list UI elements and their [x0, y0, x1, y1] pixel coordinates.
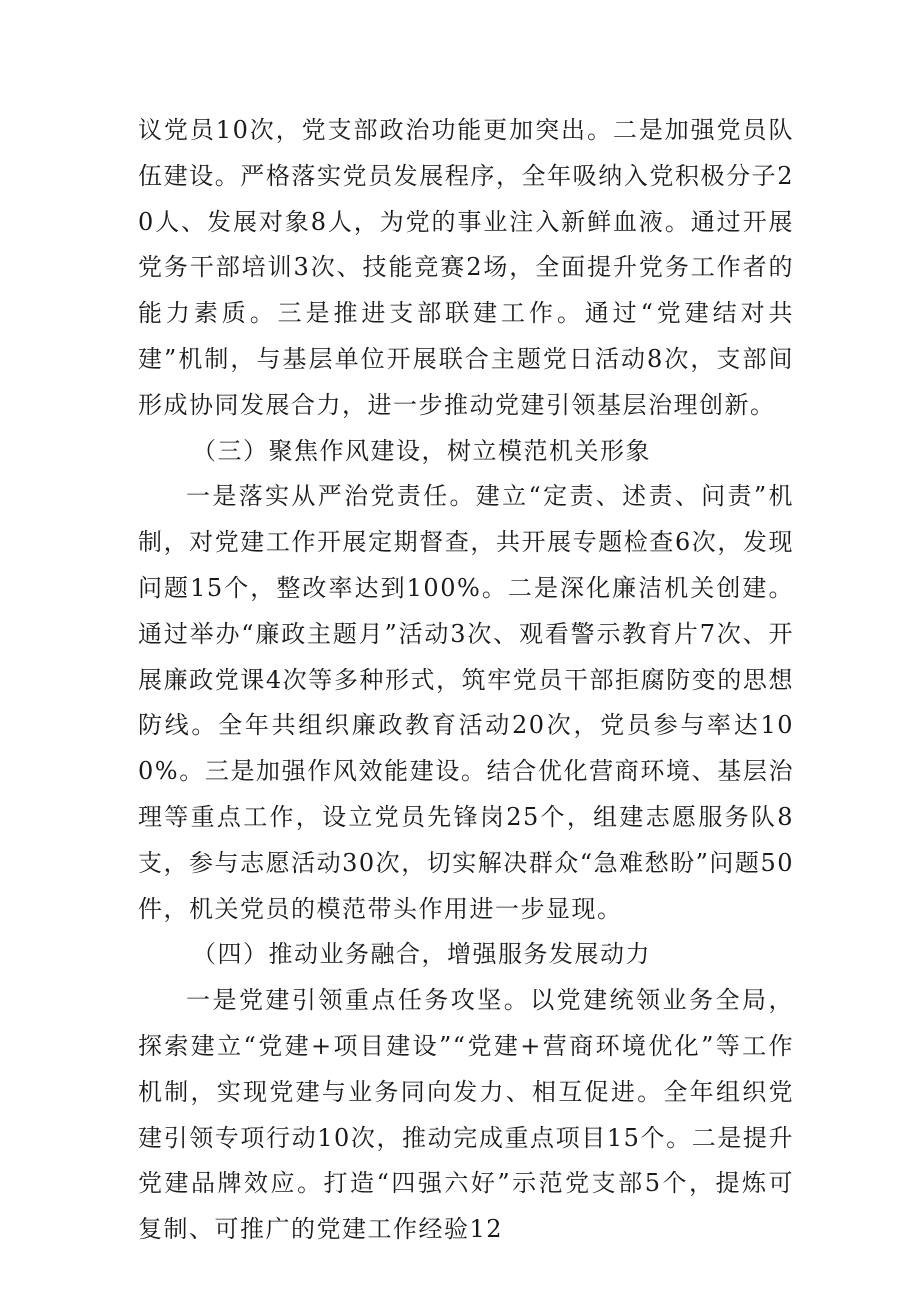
body-paragraph-2: 一是落实从严治党责任。建立“定责、述责、问责”机制，对党建工作开展定期督查，共开展专题检查6次，发现问题15个，整改率达到100%。二是深化廉洁机关创建。通过举办“廉政主题月”活动3次、观看警示教育片7次、开展廉政党课4次等多种形式，筑牢党员干部拒腐防变的思想防线。全年共组织廉政教育活动20次，党员参与率达100%。三是加强作风效能建设。结合优化营商环境、基层治理等重点工作，设立党员先锋岗25个，组建志愿服务队8支，参与志愿活动30次，切实解决群众“急难愁盼”问题50件，机关党员的模范带头作用进一步显现。 — [138, 482, 794, 923]
body-paragraph-3: 一是党建引领重点任务攻坚。以党建统领业务全局，探索建立“党建+项目建设”“党建+营商环境优化”等工作机制，实现党建与业务同向发力、相互促进。全年组织党建引领专项行动10次，推动完成重点项目15个。二是提升党建品牌效应。打造“四强六好”示范党支部5个，提炼可复制、可推广的党建工作经验12 — [138, 986, 794, 1244]
section-heading-3: （三）聚焦作风建设，树立模范机关形象 — [192, 436, 651, 465]
section-heading-4: （四）推动业务融合，增强服务发展动力 — [192, 940, 651, 969]
body-paragraph-1: 议党员10次，党支部政治功能更加突出。二是加强党员队伍建设。严格落实党员发展程序，全年吸纳入党积极分子20人、发展对象8人，为党的事业注入新鲜血液。通过开展党务干部培训3次、技能竞赛2场，全面提升党务工作者的能力素质。三是推进支部联建工作。通过“党建结对共建”机制，与基层单位开展联合主题党日活动8次，支部间形成协同发展合力，进一步推动党建引领基层治理创新。 — [138, 116, 794, 419]
document-body — [138, 108, 794, 1253]
